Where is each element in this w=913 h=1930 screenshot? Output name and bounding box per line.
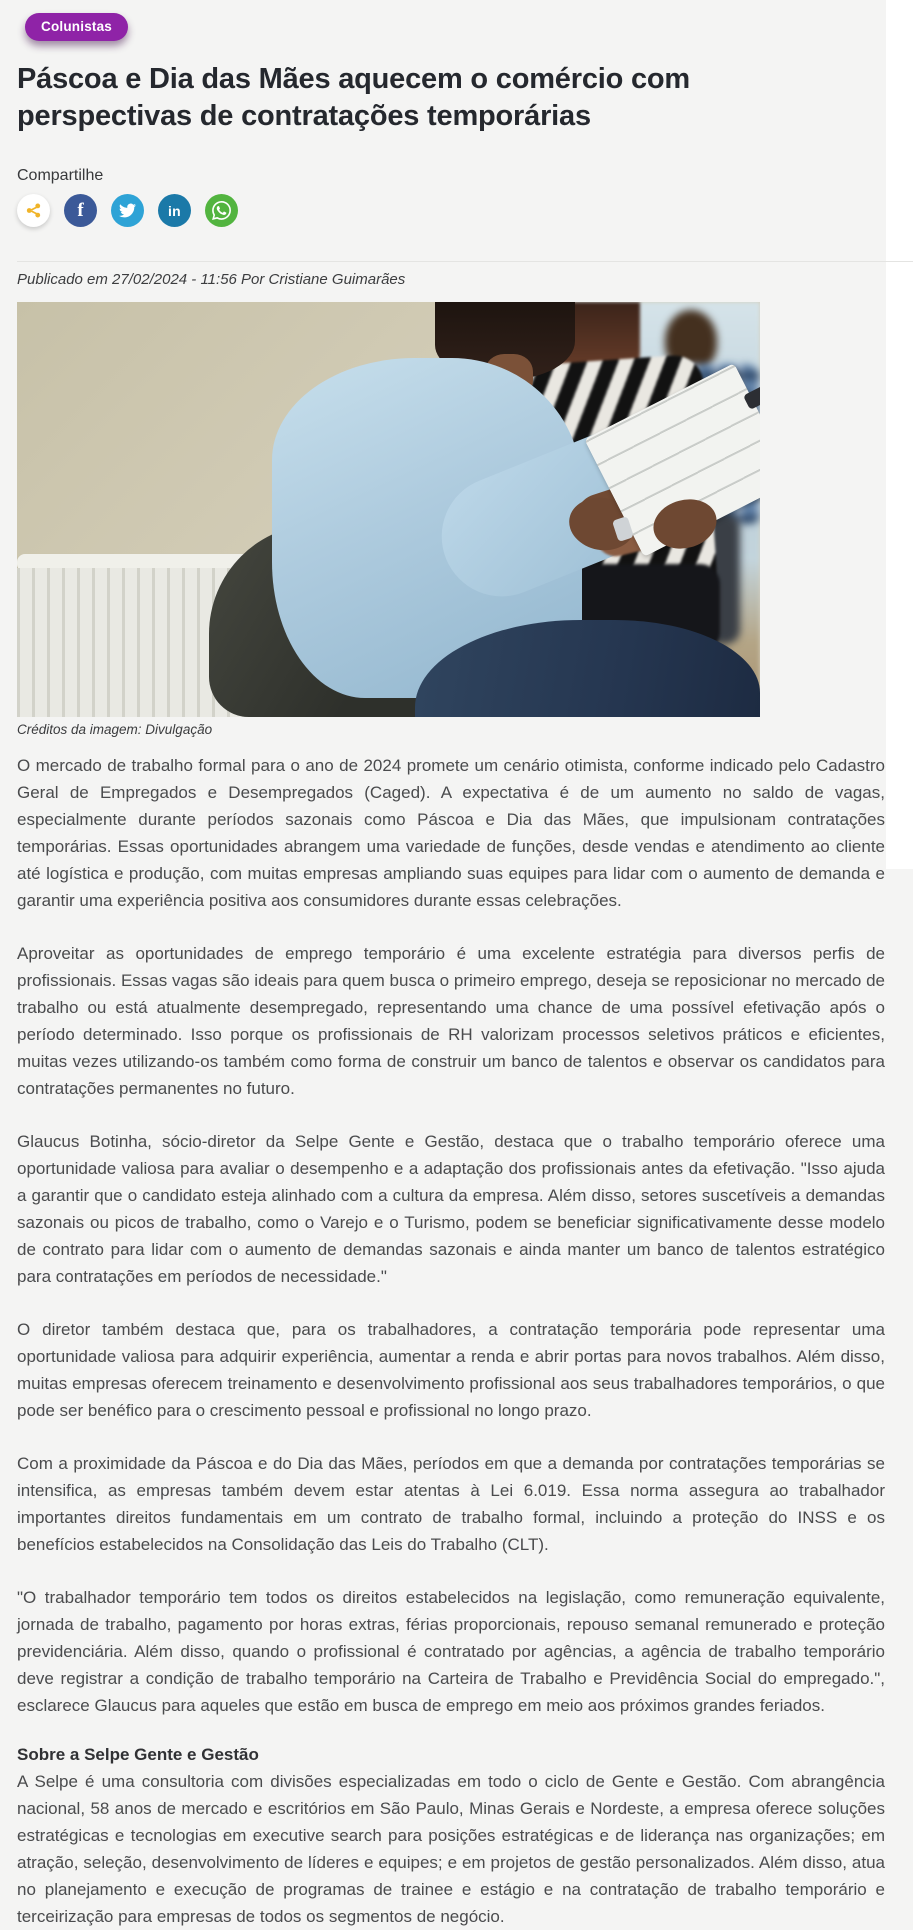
article-image (17, 302, 760, 717)
about-paragraph: A Selpe é uma consultoria com divisões especializadas em todo o ciclo de Gente e Gestão. Com abrangência nacional, 58 anos de mercado e escritórios em São Paulo, Minas Gerais e Nordeste, a empresa oferece soluções estratégicas e tecnologias em executive search para posições estratégicas e de liderança nas organizações; em atração, seleção, desenvolvimento de líderes e equipes; e em projetos de gestão personalizados. Além disso, atua no planejamento e execução de programas de trainee e estágio e na contratação de trabalho temporário e terceirização para empresas de todos os segmentos de negócio. (17, 1772, 885, 1926)
article-body (17, 752, 885, 1930)
divider (17, 261, 913, 262)
article-page (17, 0, 885, 1930)
twitter-icon (119, 202, 136, 219)
facebook-icon: f (77, 199, 84, 221)
image-caption: Créditos da imagem: Divulgação (17, 722, 213, 737)
paragraph: O diretor também destaca que, para os trabalhadores, a contratação temporária pode representar uma oportunidade valiosa para adquirir experiência, aumentar a renda e abrir portas para novos trabalhos. Além disso, muitas empresas oferecem treinamento e desenvolvimento profissional aos seus trabalhadores temporários, o que pode ser benéfico para o crescimento pessoal e profissional no longo prazo. (17, 1320, 885, 1420)
whatsapp-icon (212, 201, 231, 220)
whatsapp-share-button[interactable] (205, 194, 238, 227)
page-right-gutter (886, 0, 913, 869)
paragraph: Aproveitar as oportunidades de emprego temporário é uma excelente estratégia para diversos perfis de profissionais. Essas vagas são ideais para quem busca o primeiro emprego, deseja se reposicionar no mercado de trabalho ou está atualmente desempregado, representando uma chance de uma possível efetivação após o período determinado. Isso porque os profissionais de RH valorizam processos seletivos práticos e eficientes, muitas vezes utilizando-os também como forma de construir um banco de talentos e observar os candidatos para contratações permanentes no futuro. (17, 944, 885, 1098)
paragraph: Glaucus Botinha, sócio-diretor da Selpe Gente e Gestão, destaca que o trabalho temporário oferece uma oportunidade valiosa para avaliar o desempenho e a adaptação dos profissionais antes da efetivação. "Isso ajuda a garantir que o candidato esteja alinhado com a cultura da empresa. Além disso, setores suscetíveis a demandas sazonais ou picos de trabalho, como o Varejo e o Turismo, podem se beneficiar significativamente desse modelo de contrato para lidar com o aumento de demandas sazonais e ainda manter um banco de talentos estratégico para contratações em períodos de necessidade." (17, 1132, 885, 1286)
category-badge-colunistas[interactable]: Colunistas (25, 13, 128, 41)
page-title: Páscoa e Dia das Mães aquecem o comércio com perspectivas de contratações temporárias (17, 63, 691, 132)
share-label: Compartilhe (17, 167, 104, 184)
share-icon (25, 202, 42, 219)
linkedin-share-button[interactable] (158, 194, 191, 227)
share-buttons (17, 194, 885, 227)
publish-meta: Publicado em 27/02/2024 - 11:56 Por Cristiane Guimarães (17, 271, 406, 288)
linkedin-icon: in (167, 202, 182, 219)
paragraph: O mercado de trabalho formal para o ano de 2024 promete um cenário otimista, conforme indicado pelo Cadastro Geral de Empregados e Desempregados (Caged). A expectativa é de um aumento no saldo de vagas, especialmente durante períodos sazonais como Páscoa e Dia das Mães, que impulsionam contratações temporárias. Essas oportunidades abrangem uma variedade de funções, desde vendas e atendimento ao cliente até logística e produção, com muitas empresas ampliando suas equipes para lidar com o aumento de demanda e garantir uma experiência positiva aos consumidores durante essas celebrações. (17, 756, 885, 910)
paragraph: Com a proximidade da Páscoa e do Dia das Mães, períodos em que a demanda por contratações temporárias se intensifica, as empresas também devem estar atentas à Lei 6.019. Essa norma assegura ao trabalhador importantes direitos fundamentais em um contrato de trabalho formal, incluindo a proteção do INSS e os benefícios estabelecidos na Consolidação das Leis do Trabalho (CLT). (17, 1454, 885, 1554)
about-subheading: Sobre a Selpe Gente e Gestão (17, 1745, 259, 1764)
twitter-share-button[interactable] (111, 194, 144, 227)
paragraph: "O trabalhador temporário tem todos os direitos estabelecidos na legislação, como remuneração equivalente, jornada de trabalho, pagamento por horas extras, férias proporcionais, repouso semanal remunerado e proteção previdenciária. Além disso, quando o profissional é contratado por agências, a agência de trabalho temporário deve registrar a condição de trabalho temporário na Carteira de Trabalho e Previdência Social do empregado.", esclarece Glaucus para aqueles que estão em busca de emprego em meio aos próximos grandes feriados. (17, 1588, 885, 1715)
facebook-share-button[interactable] (64, 194, 97, 227)
share-button[interactable] (17, 194, 50, 227)
